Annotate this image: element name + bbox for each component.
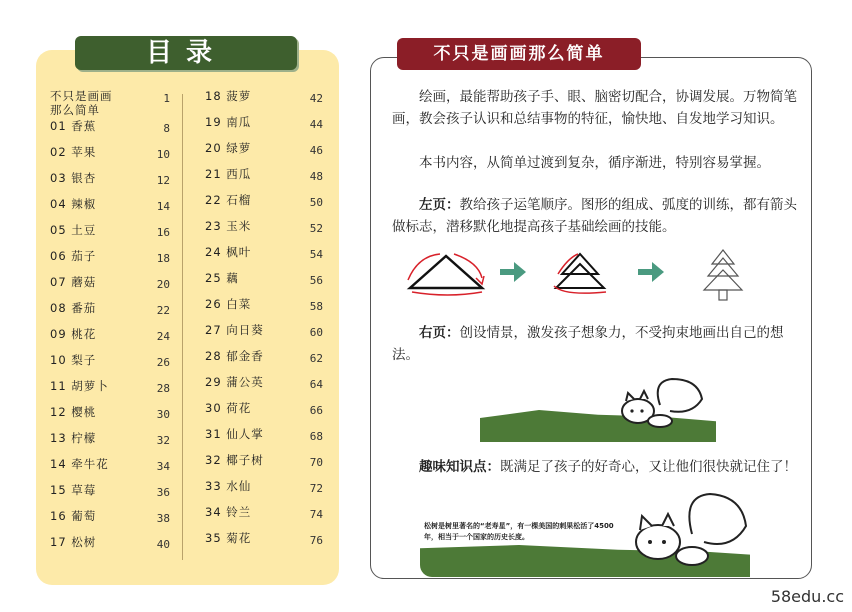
toc-entry[interactable] <box>50 350 172 376</box>
toc-entry-title: 33 水仙 <box>205 479 252 493</box>
toc-divider <box>182 94 183 560</box>
toc-entry[interactable] <box>50 194 172 220</box>
tree-sketch-step-icon <box>554 254 606 293</box>
toc-entry[interactable] <box>205 372 325 398</box>
toc-entry-title: 15 草莓 <box>50 483 97 497</box>
toc-column-left <box>50 86 172 558</box>
toc-entry-page: 18 <box>156 252 170 265</box>
toc-entry-title: 08 番茄 <box>50 301 97 315</box>
toc-entry[interactable] <box>50 272 172 298</box>
toc-entry-title: 32 椰子树 <box>205 453 264 467</box>
toc-entry[interactable] <box>205 320 325 346</box>
toc-entry[interactable] <box>50 428 172 454</box>
toc-entry-page: 16 <box>156 226 170 239</box>
toc-entry-page: 38 <box>156 512 170 525</box>
fun-knowledge-paragraph <box>392 456 800 478</box>
toc-entry-page: 64 <box>309 378 323 391</box>
toc-entry-page: 52 <box>309 222 323 235</box>
toc-entry[interactable] <box>205 268 325 294</box>
toc-entry-title: 26 白菜 <box>205 297 252 311</box>
toc-entry-page: 8 <box>163 122 170 135</box>
toc-entry-page: 36 <box>156 486 170 499</box>
toc-entry[interactable] <box>205 502 325 528</box>
toc-entry-title: 07 蘑菇 <box>50 275 97 289</box>
toc-entry-title: 34 铃兰 <box>205 505 252 519</box>
toc-entry[interactable] <box>50 324 172 350</box>
toc-entry-page: 72 <box>309 482 323 495</box>
toc-entry-page: 70 <box>309 456 323 469</box>
toc-entry-title: 01 香蕉 <box>50 119 97 133</box>
toc-entry-title: 28 郁金香 <box>205 349 264 363</box>
toc-entry-title: 19 南瓜 <box>205 115 252 129</box>
toc-title: 目录 <box>75 36 297 70</box>
right-arrow-icon-2 <box>638 262 664 282</box>
toc-entry[interactable] <box>50 454 172 480</box>
toc-entry-page: 32 <box>156 434 170 447</box>
toc-entry[interactable] <box>205 164 325 190</box>
left-page-label: 左页： <box>419 197 460 213</box>
fun-knowledge-text: 既满足了孩子的好奇心，又让他们很快就记住了！ <box>500 459 797 475</box>
toc-entry-page: 74 <box>309 508 323 521</box>
toc-entry[interactable] <box>205 528 325 554</box>
squirrel-icon-2 <box>622 490 752 580</box>
fun-knowledge-label: 趣味知识点： <box>419 459 500 475</box>
toc-entry-page: 30 <box>156 408 170 421</box>
toc-entry-title: 27 向日葵 <box>205 323 264 337</box>
toc-entry-title: 24 枫叶 <box>205 245 252 259</box>
toc-entry-title: 18 菠萝 <box>205 89 252 103</box>
toc-entry-page: 10 <box>156 148 170 161</box>
toc-entry[interactable] <box>205 86 325 112</box>
toc-entry-page: 60 <box>309 326 323 339</box>
toc-entry[interactable] <box>50 246 172 272</box>
intro-paragraph-2: 本书内容，从简单过渡到复杂，循序渐进，特别容易掌握。 <box>392 155 770 171</box>
toc-entry-title: 09 桃花 <box>50 327 97 341</box>
intro-paragraph-1: 绘画，最能帮助孩子手、眼、脑密切配合，协调发展。万物简笔画，教会孩子认识和总结事物的特征，愉快地、自发地学习知识。 <box>392 89 797 127</box>
toc-entry-page: 50 <box>309 196 323 209</box>
toc-entry-page: 12 <box>156 174 170 187</box>
toc-entry-page: 1 <box>163 92 170 105</box>
triangle-step-icon <box>408 254 484 295</box>
toc-entry-title: 02 苹果 <box>50 145 97 159</box>
toc-entry-title: 21 西瓜 <box>205 167 252 181</box>
toc-entry[interactable] <box>50 220 172 246</box>
toc-entry-title: 31 仙人掌 <box>205 427 264 441</box>
toc-entry-title: 23 玉米 <box>205 219 252 233</box>
toc-entry-page: 40 <box>156 538 170 551</box>
toc-entry[interactable] <box>50 506 172 532</box>
toc-entry[interactable] <box>205 112 325 138</box>
toc-entry-title: 12 樱桃 <box>50 405 97 419</box>
watermark: 58edu.cc <box>770 587 844 606</box>
toc-entry-page: 58 <box>309 300 323 313</box>
toc-entry[interactable] <box>50 86 172 116</box>
right-arrow-icon <box>500 262 526 282</box>
toc-entry[interactable] <box>205 398 325 424</box>
toc-entry[interactable] <box>50 480 172 506</box>
toc-entry-page: 66 <box>309 404 323 417</box>
right-page-text: 创设情景，激发孩子想象力，不受拘束地画出自己的想法。 <box>392 325 784 363</box>
toc-entry-page: 62 <box>309 352 323 365</box>
toc-entry[interactable] <box>205 216 325 242</box>
toc-entry[interactable] <box>205 242 325 268</box>
toc-entry-title: 13 柠檬 <box>50 431 97 445</box>
toc-entry[interactable] <box>50 298 172 324</box>
toc-entry[interactable] <box>205 424 325 450</box>
pine-tree-icon <box>704 250 742 300</box>
toc-entry[interactable] <box>50 142 172 168</box>
toc-entry[interactable] <box>50 168 172 194</box>
toc-entry-page: 46 <box>309 144 323 157</box>
toc-entry[interactable] <box>205 294 325 320</box>
toc-entry-title: 35 菊花 <box>205 531 252 545</box>
toc-entry-page: 20 <box>156 278 170 291</box>
right-page-paragraph <box>392 322 800 366</box>
toc-entry-page: 56 <box>309 274 323 287</box>
toc-entry-page: 54 <box>309 248 323 261</box>
toc-entry-title: 30 荷花 <box>205 401 252 415</box>
toc-entry-title: 11 胡萝卜 <box>50 379 109 393</box>
toc-entry-page: 76 <box>309 534 323 547</box>
toc-entry-page: 28 <box>156 382 170 395</box>
toc-entry-title: 不只是画画 那么简单 <box>50 89 113 117</box>
left-page-paragraph <box>392 194 800 238</box>
toc-entry-title: 25 藕 <box>205 271 239 285</box>
toc-entry-page: 42 <box>309 92 323 105</box>
toc-entry-title: 03 银杏 <box>50 171 97 185</box>
toc-entry-page: 48 <box>309 170 323 183</box>
toc-column-right <box>205 86 325 554</box>
toc-entry-title: 17 松树 <box>50 535 97 549</box>
toc-entry-page: 26 <box>156 356 170 369</box>
toc-entry-title: 29 蒲公英 <box>205 375 264 389</box>
toc-entry-page: 14 <box>156 200 170 213</box>
toc-entry-title: 10 梨子 <box>50 353 97 367</box>
toc-entry[interactable] <box>205 476 325 502</box>
toc-entry[interactable] <box>50 376 172 402</box>
right-page-label: 右页： <box>419 325 460 341</box>
toc-entry-page: 22 <box>156 304 170 317</box>
fun-fact-caption: 松树是树里著名的“老寿星”，有一棵美国的刺果松活了4500年，相当于一个国家的历史长度。 <box>424 522 614 541</box>
toc-entry-page: 44 <box>309 118 323 131</box>
toc-entry-title: 22 石榴 <box>205 193 252 207</box>
intro-title: 不只是画画那么简单 <box>397 38 641 70</box>
toc-entry[interactable] <box>50 532 172 558</box>
toc-entry[interactable] <box>50 402 172 428</box>
toc-entry[interactable] <box>205 346 325 372</box>
toc-entry[interactable] <box>205 450 325 476</box>
toc-entry-title: 05 土豆 <box>50 223 97 237</box>
toc-entry-title: 04 辣椒 <box>50 197 97 211</box>
toc-entry-title: 20 绿萝 <box>205 141 252 155</box>
squirrel-icon <box>612 375 712 437</box>
toc-entry-title: 06 茄子 <box>50 249 97 263</box>
toc-entry-title: 14 牵牛花 <box>50 457 109 471</box>
toc-entry-page: 34 <box>156 460 170 473</box>
toc-entry[interactable] <box>205 190 325 216</box>
toc-entry[interactable] <box>50 116 172 142</box>
left-page-text: 教给孩子运笔顺序。图形的组成、弧度的训练，都有箭头做标志，潜移默化地提高孩子基础绘画的技能。 <box>392 197 797 235</box>
toc-entry-page: 24 <box>156 330 170 343</box>
toc-entry[interactable] <box>205 138 325 164</box>
drawing-steps-illustration <box>398 248 758 306</box>
toc-entry-title: 16 葡萄 <box>50 509 97 523</box>
toc-entry-page: 68 <box>309 430 323 443</box>
